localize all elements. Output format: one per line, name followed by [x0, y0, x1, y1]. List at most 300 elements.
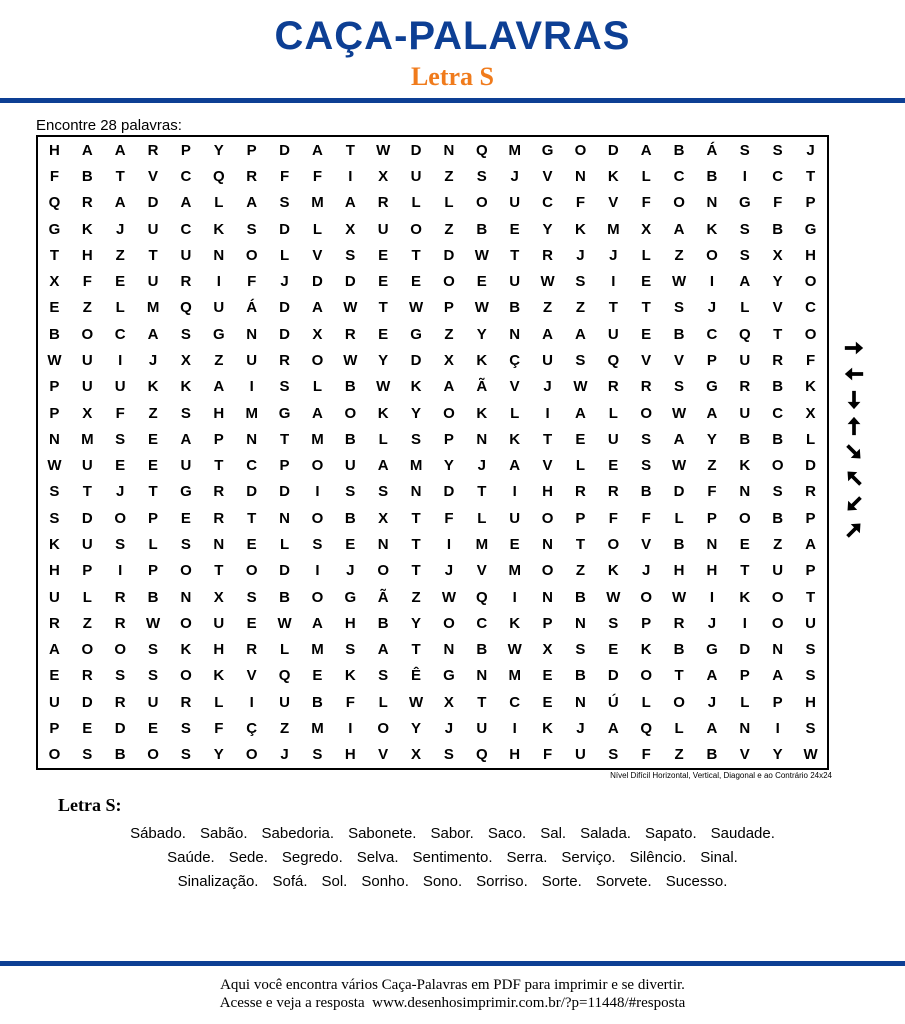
- grid-cell[interactable]: W: [343, 299, 358, 317]
- grid-cell[interactable]: T: [214, 457, 224, 475]
- grid-cell[interactable]: O: [771, 457, 784, 475]
- grid-cell[interactable]: H: [805, 246, 816, 264]
- grid-cell[interactable]: A: [509, 457, 521, 475]
- grid-cell[interactable]: A: [673, 220, 685, 238]
- grid-cell[interactable]: M: [508, 141, 521, 159]
- grid-cell[interactable]: O: [673, 194, 685, 212]
- grid-cell[interactable]: S: [49, 509, 60, 527]
- grid-cell[interactable]: S: [148, 641, 159, 659]
- grid-cell[interactable]: V: [641, 536, 652, 553]
- grid-cell[interactable]: N: [49, 430, 60, 448]
- grid-cell[interactable]: M: [409, 457, 423, 475]
- grid-cell[interactable]: G: [804, 220, 817, 238]
- grid-cell[interactable]: E: [542, 693, 553, 711]
- grid-cell[interactable]: E: [246, 536, 257, 553]
- grid-cell[interactable]: O: [640, 404, 653, 422]
- grid-cell[interactable]: Y: [772, 273, 783, 291]
- grid-cell[interactable]: P: [443, 430, 454, 448]
- grid-cell[interactable]: F: [247, 273, 257, 291]
- grid-cell[interactable]: D: [673, 483, 685, 501]
- grid-cell[interactable]: T: [148, 246, 158, 264]
- grid-cell[interactable]: G: [738, 194, 751, 212]
- grid-cell[interactable]: P: [148, 562, 159, 580]
- grid-cell[interactable]: M: [311, 194, 324, 212]
- grid-cell[interactable]: M: [81, 430, 94, 448]
- grid-cell[interactable]: Y: [476, 325, 487, 343]
- grid-cell[interactable]: H: [49, 562, 60, 580]
- grid-cell[interactable]: G: [48, 220, 61, 238]
- grid-cell[interactable]: O: [114, 509, 127, 527]
- grid-cell[interactable]: L: [378, 693, 388, 711]
- grid-cell[interactable]: A: [542, 325, 553, 343]
- grid-cell[interactable]: S: [180, 325, 191, 343]
- grid-cell[interactable]: K: [377, 404, 389, 422]
- grid-cell[interactable]: R: [246, 167, 258, 185]
- grid-cell[interactable]: O: [48, 746, 61, 764]
- grid-cell[interactable]: N: [575, 614, 586, 632]
- grid-cell[interactable]: W: [441, 588, 457, 606]
- grid-cell[interactable]: N: [213, 246, 225, 264]
- grid-cell[interactable]: V: [641, 351, 652, 369]
- grid-cell[interactable]: G: [344, 588, 357, 606]
- grid-cell[interactable]: A: [49, 641, 60, 659]
- grid-cell[interactable]: Y: [213, 141, 224, 159]
- grid-cell[interactable]: L: [214, 693, 224, 711]
- grid-cell[interactable]: U: [81, 351, 93, 369]
- grid-cell[interactable]: T: [608, 299, 618, 317]
- grid-cell[interactable]: Y: [411, 614, 422, 632]
- grid-cell[interactable]: L: [115, 299, 125, 317]
- grid-cell[interactable]: G: [706, 641, 718, 659]
- grid-cell[interactable]: E: [180, 509, 191, 527]
- grid-cell[interactable]: K: [509, 430, 521, 448]
- grid-cell[interactable]: W: [671, 588, 687, 606]
- grid-cell[interactable]: G: [278, 404, 291, 422]
- grid-cell[interactable]: D: [607, 141, 619, 159]
- grid-cell[interactable]: R: [213, 509, 225, 527]
- grid-cell[interactable]: B: [279, 588, 290, 606]
- grid-cell[interactable]: R: [147, 141, 159, 159]
- grid-cell[interactable]: M: [245, 404, 258, 422]
- grid-cell[interactable]: Q: [180, 299, 192, 317]
- grid-cell[interactable]: D: [279, 562, 290, 580]
- grid-cell[interactable]: R: [805, 483, 816, 501]
- grid-cell[interactable]: I: [348, 720, 353, 738]
- grid-cell[interactable]: I: [545, 404, 550, 422]
- grid-cell[interactable]: B: [772, 509, 784, 527]
- grid-cell[interactable]: L: [444, 194, 454, 212]
- grid-cell[interactable]: Z: [575, 299, 586, 317]
- grid-cell[interactable]: O: [311, 588, 324, 606]
- grid-cell[interactable]: L: [312, 378, 323, 396]
- grid-cell[interactable]: L: [674, 509, 684, 527]
- grid-cell[interactable]: K: [706, 220, 718, 238]
- grid-cell[interactable]: S: [180, 720, 191, 738]
- grid-cell[interactable]: S: [312, 746, 323, 764]
- grid-cell[interactable]: P: [279, 457, 290, 475]
- grid-cell[interactable]: P: [805, 509, 816, 527]
- grid-cell[interactable]: P: [706, 509, 717, 527]
- grid-cell[interactable]: E: [345, 536, 356, 553]
- grid-cell[interactable]: N: [476, 667, 488, 685]
- grid-cell[interactable]: O: [245, 246, 258, 264]
- grid-cell[interactable]: Ç: [509, 351, 521, 369]
- grid-cell[interactable]: A: [706, 404, 718, 422]
- grid-cell[interactable]: Q: [212, 167, 225, 185]
- grid-cell[interactable]: P: [641, 614, 652, 632]
- grid-cell[interactable]: H: [213, 404, 225, 422]
- grid-cell[interactable]: R: [377, 194, 389, 212]
- grid-cell[interactable]: V: [378, 746, 389, 764]
- grid-cell[interactable]: S: [279, 378, 290, 396]
- grid-cell[interactable]: D: [114, 720, 126, 738]
- grid-cell[interactable]: I: [216, 273, 221, 291]
- grid-cell[interactable]: L: [477, 509, 487, 527]
- grid-cell[interactable]: Z: [214, 351, 224, 369]
- grid-cell[interactable]: C: [114, 325, 126, 343]
- grid-cell[interactable]: Z: [444, 325, 454, 343]
- grid-cell[interactable]: I: [348, 167, 353, 185]
- grid-cell[interactable]: B: [344, 430, 356, 448]
- grid-cell[interactable]: F: [608, 509, 618, 527]
- grid-cell[interactable]: E: [641, 325, 652, 343]
- grid-cell[interactable]: V: [246, 667, 257, 685]
- grid-cell[interactable]: O: [81, 325, 94, 343]
- grid-cell[interactable]: Z: [575, 562, 586, 580]
- grid-cell[interactable]: F: [214, 720, 224, 738]
- grid-cell[interactable]: X: [213, 588, 224, 606]
- grid-cell[interactable]: O: [377, 720, 390, 738]
- grid-cell[interactable]: T: [82, 483, 92, 501]
- grid-cell[interactable]: U: [114, 378, 126, 396]
- grid-cell[interactable]: K: [180, 641, 192, 659]
- grid-cell[interactable]: J: [707, 693, 717, 711]
- grid-cell[interactable]: L: [641, 167, 651, 185]
- grid-cell[interactable]: H: [805, 693, 816, 711]
- grid-cell[interactable]: T: [575, 536, 586, 553]
- grid-cell[interactable]: E: [49, 667, 60, 685]
- grid-cell[interactable]: D: [443, 483, 455, 501]
- grid-cell[interactable]: W: [47, 351, 62, 369]
- grid-cell[interactable]: E: [575, 430, 586, 448]
- grid-cell[interactable]: B: [114, 746, 126, 764]
- grid-cell[interactable]: A: [114, 194, 126, 212]
- grid-cell[interactable]: B: [706, 746, 718, 764]
- grid-cell[interactable]: O: [804, 325, 817, 343]
- grid-cell[interactable]: W: [376, 378, 391, 396]
- grid-cell[interactable]: L: [641, 693, 651, 711]
- grid-cell[interactable]: F: [279, 167, 290, 185]
- grid-cell[interactable]: S: [772, 483, 783, 501]
- grid-cell[interactable]: P: [772, 693, 783, 711]
- grid-cell[interactable]: L: [608, 404, 618, 422]
- grid-cell[interactable]: N: [739, 483, 751, 501]
- grid-cell[interactable]: Z: [279, 720, 290, 738]
- grid-cell[interactable]: X: [443, 693, 454, 711]
- grid-cell[interactable]: W: [145, 614, 161, 632]
- grid-cell[interactable]: Z: [674, 246, 684, 264]
- grid-cell[interactable]: B: [673, 141, 685, 159]
- grid-cell[interactable]: L: [510, 404, 520, 422]
- grid-cell[interactable]: W: [507, 641, 522, 659]
- grid-cell[interactable]: C: [542, 194, 553, 212]
- grid-cell[interactable]: F: [82, 273, 92, 291]
- grid-cell[interactable]: F: [49, 167, 60, 185]
- grid-cell[interactable]: T: [510, 246, 520, 264]
- grid-cell[interactable]: L: [674, 720, 684, 738]
- grid-cell[interactable]: E: [476, 273, 487, 291]
- grid-cell[interactable]: A: [114, 141, 126, 159]
- grid-cell[interactable]: O: [180, 562, 192, 580]
- grid-cell[interactable]: O: [541, 509, 554, 527]
- grid-cell[interactable]: D: [607, 667, 619, 685]
- grid-cell[interactable]: W: [376, 141, 391, 159]
- grid-cell[interactable]: S: [608, 746, 619, 764]
- grid-cell[interactable]: J: [444, 720, 454, 738]
- grid-cell[interactable]: N: [739, 720, 751, 738]
- grid-cell[interactable]: K: [476, 404, 488, 422]
- grid-cell[interactable]: S: [148, 667, 159, 685]
- grid-cell[interactable]: B: [772, 220, 784, 238]
- grid-cell[interactable]: Q: [738, 325, 751, 343]
- grid-cell[interactable]: W: [573, 378, 588, 396]
- grid-cell[interactable]: C: [772, 404, 784, 422]
- grid-cell[interactable]: O: [574, 141, 587, 159]
- grid-cell[interactable]: U: [509, 194, 521, 212]
- grid-cell[interactable]: Z: [707, 457, 717, 475]
- grid-cell[interactable]: B: [739, 430, 751, 448]
- grid-cell[interactable]: J: [280, 273, 289, 291]
- grid-cell[interactable]: B: [476, 220, 488, 238]
- grid-cell[interactable]: P: [805, 194, 816, 212]
- grid-cell[interactable]: Y: [411, 720, 422, 738]
- grid-cell[interactable]: T: [49, 246, 60, 264]
- grid-cell[interactable]: R: [246, 641, 258, 659]
- grid-cell[interactable]: T: [214, 562, 224, 580]
- grid-cell[interactable]: G: [410, 325, 422, 343]
- grid-cell[interactable]: F: [773, 194, 783, 212]
- grid-cell[interactable]: R: [81, 194, 93, 212]
- grid-cell[interactable]: Y: [213, 746, 224, 764]
- grid-cell[interactable]: P: [213, 430, 224, 448]
- grid-cell[interactable]: B: [344, 378, 356, 396]
- grid-cell[interactable]: S: [345, 641, 356, 659]
- grid-cell[interactable]: H: [706, 562, 718, 580]
- grid-cell[interactable]: W: [671, 273, 687, 291]
- grid-cell[interactable]: I: [742, 614, 747, 632]
- grid-cell[interactable]: V: [674, 351, 685, 369]
- grid-cell[interactable]: S: [772, 141, 783, 159]
- grid-cell[interactable]: U: [81, 536, 93, 553]
- grid-cell[interactable]: U: [180, 457, 192, 475]
- grid-cell[interactable]: J: [346, 562, 355, 580]
- grid-cell[interactable]: S: [739, 246, 750, 264]
- grid-cell[interactable]: A: [805, 536, 816, 553]
- grid-cell[interactable]: D: [279, 483, 290, 501]
- grid-cell[interactable]: X: [345, 220, 356, 238]
- grid-cell[interactable]: P: [739, 667, 750, 685]
- grid-cell[interactable]: A: [180, 430, 192, 448]
- grid-cell[interactable]: L: [279, 641, 290, 659]
- grid-cell[interactable]: S: [82, 746, 93, 764]
- grid-cell[interactable]: L: [378, 430, 388, 448]
- grid-cell[interactable]: S: [476, 167, 487, 185]
- grid-cell[interactable]: T: [115, 167, 125, 185]
- grid-cell[interactable]: L: [214, 194, 224, 212]
- grid-cell[interactable]: E: [148, 430, 159, 448]
- grid-cell[interactable]: L: [641, 246, 651, 264]
- grid-cell[interactable]: J: [116, 483, 125, 501]
- grid-cell[interactable]: G: [541, 141, 554, 159]
- grid-cell[interactable]: C: [706, 325, 718, 343]
- grid-cell[interactable]: Q: [475, 141, 488, 159]
- grid-cell[interactable]: R: [772, 351, 784, 369]
- grid-cell[interactable]: T: [345, 141, 355, 159]
- grid-cell[interactable]: N: [542, 588, 553, 606]
- grid-cell[interactable]: E: [148, 720, 159, 738]
- grid-cell[interactable]: E: [148, 457, 159, 475]
- grid-cell[interactable]: S: [805, 667, 816, 685]
- grid-cell[interactable]: L: [411, 194, 421, 212]
- grid-cell[interactable]: V: [312, 246, 323, 264]
- grid-cell[interactable]: R: [180, 693, 192, 711]
- grid-cell[interactable]: A: [312, 404, 323, 422]
- grid-cell[interactable]: H: [344, 746, 356, 764]
- grid-cell[interactable]: K: [607, 167, 619, 185]
- grid-cell[interactable]: H: [49, 141, 60, 159]
- grid-cell[interactable]: N: [772, 641, 784, 659]
- grid-cell[interactable]: U: [147, 220, 159, 238]
- grid-cell[interactable]: A: [443, 378, 455, 396]
- grid-cell[interactable]: I: [118, 562, 123, 580]
- grid-cell[interactable]: F: [641, 509, 651, 527]
- grid-cell[interactable]: U: [542, 351, 553, 369]
- grid-cell[interactable]: R: [114, 588, 126, 606]
- grid-cell[interactable]: N: [443, 141, 455, 159]
- grid-cell[interactable]: O: [180, 614, 192, 632]
- grid-cell[interactable]: B: [377, 614, 389, 632]
- grid-cell[interactable]: R: [673, 614, 685, 632]
- grid-cell[interactable]: S: [805, 720, 816, 738]
- grid-cell[interactable]: T: [279, 430, 290, 448]
- grid-cell[interactable]: O: [738, 509, 751, 527]
- grid-cell[interactable]: K: [805, 378, 816, 396]
- grid-cell[interactable]: T: [247, 509, 257, 527]
- grid-cell[interactable]: C: [805, 299, 816, 317]
- grid-cell[interactable]: B: [312, 693, 323, 711]
- grid-cell[interactable]: J: [148, 351, 158, 369]
- grid-cell[interactable]: Ç: [246, 720, 258, 738]
- grid-cell[interactable]: R: [180, 273, 192, 291]
- grid-cell[interactable]: A: [180, 194, 192, 212]
- grid-cell[interactable]: P: [82, 562, 93, 580]
- grid-cell[interactable]: A: [213, 378, 225, 396]
- grid-cell[interactable]: H: [213, 641, 225, 659]
- grid-cell[interactable]: I: [315, 562, 320, 580]
- grid-cell[interactable]: E: [641, 273, 652, 291]
- grid-cell[interactable]: A: [673, 430, 685, 448]
- grid-cell[interactable]: I: [315, 483, 320, 501]
- grid-cell[interactable]: L: [312, 220, 323, 238]
- grid-cell[interactable]: Y: [411, 404, 422, 422]
- grid-cell[interactable]: S: [641, 430, 652, 448]
- grid-cell[interactable]: A: [739, 273, 751, 291]
- grid-cell[interactable]: P: [575, 509, 586, 527]
- grid-cell[interactable]: G: [212, 325, 225, 343]
- grid-cell[interactable]: L: [740, 299, 750, 317]
- grid-cell[interactable]: Q: [475, 746, 488, 764]
- grid-cell[interactable]: E: [378, 273, 389, 291]
- grid-cell[interactable]: P: [706, 351, 717, 369]
- grid-cell[interactable]: B: [706, 167, 718, 185]
- grid-cell[interactable]: B: [147, 588, 159, 606]
- grid-cell[interactable]: U: [377, 220, 389, 238]
- grid-cell[interactable]: O: [81, 641, 94, 659]
- grid-cell[interactable]: U: [147, 693, 159, 711]
- grid-cell[interactable]: N: [542, 536, 553, 553]
- grid-cell[interactable]: N: [443, 641, 455, 659]
- grid-cell[interactable]: J: [576, 246, 585, 264]
- grid-cell[interactable]: G: [443, 667, 455, 685]
- grid-cell[interactable]: X: [82, 404, 93, 422]
- grid-cell[interactable]: O: [640, 588, 653, 606]
- grid-cell[interactable]: E: [608, 457, 619, 475]
- grid-cell[interactable]: J: [707, 299, 717, 317]
- grid-cell[interactable]: E: [378, 246, 389, 264]
- grid-cell[interactable]: V: [542, 457, 553, 475]
- grid-cell[interactable]: W: [277, 614, 292, 632]
- grid-cell[interactable]: T: [411, 536, 421, 553]
- grid-cell[interactable]: O: [771, 614, 784, 632]
- grid-cell[interactable]: A: [312, 614, 323, 632]
- grid-cell[interactable]: E: [378, 325, 389, 343]
- grid-cell[interactable]: F: [707, 483, 717, 501]
- grid-cell[interactable]: V: [608, 194, 619, 212]
- grid-cell[interactable]: T: [411, 509, 421, 527]
- grid-cell[interactable]: R: [542, 246, 553, 264]
- grid-cell[interactable]: K: [344, 667, 356, 685]
- grid-cell[interactable]: Ê: [411, 667, 422, 685]
- grid-cell[interactable]: U: [279, 693, 290, 711]
- grid-cell[interactable]: S: [180, 536, 191, 553]
- grid-cell[interactable]: U: [805, 614, 816, 632]
- grid-cell[interactable]: U: [344, 457, 356, 475]
- grid-cell[interactable]: D: [443, 246, 455, 264]
- grid-cell[interactable]: O: [804, 273, 817, 291]
- grid-cell[interactable]: A: [772, 667, 784, 685]
- grid-cell[interactable]: F: [444, 509, 454, 527]
- grid-cell[interactable]: T: [411, 641, 421, 659]
- grid-cell[interactable]: B: [509, 299, 521, 317]
- grid-cell[interactable]: I: [709, 273, 715, 291]
- grid-cell[interactable]: I: [512, 483, 517, 501]
- grid-cell[interactable]: U: [81, 378, 93, 396]
- grid-cell[interactable]: H: [673, 562, 685, 580]
- grid-cell[interactable]: A: [607, 720, 619, 738]
- grid-cell[interactable]: S: [575, 641, 586, 659]
- grid-cell[interactable]: H: [81, 246, 93, 264]
- grid-cell[interactable]: S: [180, 404, 191, 422]
- grid-cell[interactable]: M: [508, 562, 521, 580]
- grid-cell[interactable]: N: [476, 430, 488, 448]
- grid-cell[interactable]: E: [509, 536, 520, 553]
- grid-cell[interactable]: S: [378, 667, 389, 685]
- grid-cell[interactable]: K: [410, 378, 422, 396]
- grid-cell[interactable]: Z: [148, 404, 158, 422]
- grid-cell[interactable]: O: [541, 562, 554, 580]
- grid-cell[interactable]: C: [673, 167, 685, 185]
- grid-cell[interactable]: S: [345, 483, 356, 501]
